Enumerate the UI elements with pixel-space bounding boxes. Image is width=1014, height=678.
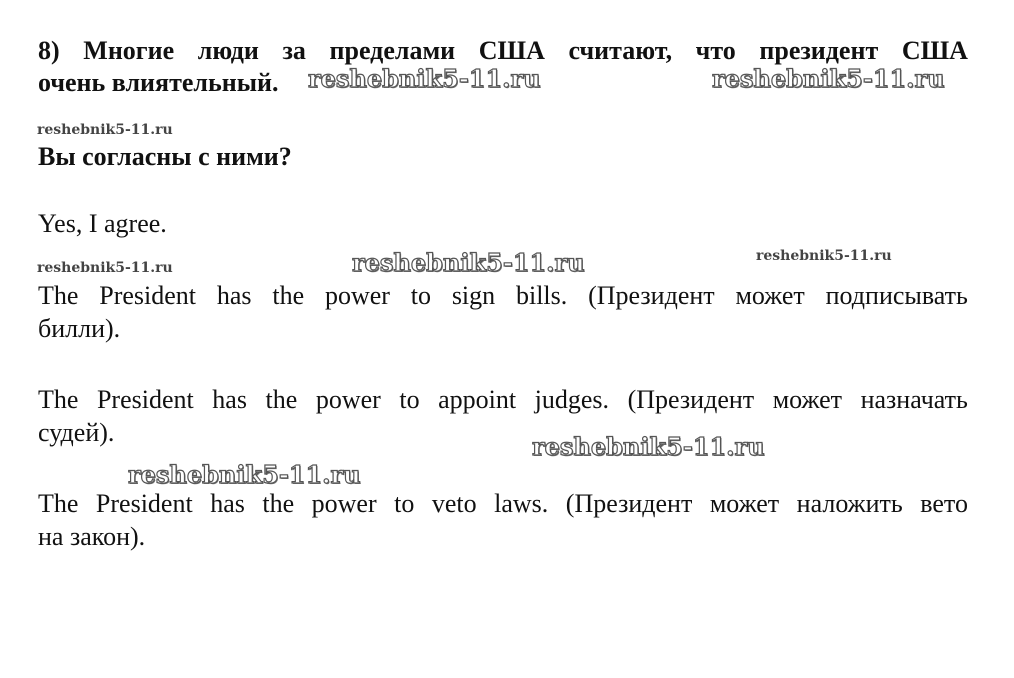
watermark: reshebnik5-11.ru bbox=[352, 248, 585, 277]
word: США bbox=[478, 36, 545, 65]
word: США bbox=[901, 36, 968, 65]
word: appoint bbox=[438, 385, 517, 414]
word: (Президент bbox=[565, 489, 693, 518]
question-line-2: очень влиятельный. bbox=[38, 68, 279, 97]
word: has bbox=[210, 489, 245, 518]
word: подписывать bbox=[825, 281, 968, 310]
word: президент bbox=[759, 36, 879, 65]
word: пределами bbox=[329, 36, 456, 65]
word: power bbox=[324, 281, 390, 310]
word: the bbox=[265, 385, 298, 414]
word: to bbox=[394, 489, 415, 518]
answer-appoint-judges-line-1 bbox=[38, 385, 968, 415]
watermark: reshebnik5-11.ru bbox=[756, 248, 892, 264]
word: за bbox=[282, 36, 306, 65]
word: может bbox=[709, 489, 780, 518]
word: Многие bbox=[83, 36, 175, 65]
word: laws. bbox=[494, 489, 549, 518]
word: вето bbox=[920, 489, 968, 518]
word: the bbox=[272, 281, 305, 310]
word: The bbox=[38, 281, 79, 310]
word: bills. bbox=[515, 281, 568, 310]
answer-appoint-judges-line-2: судей). bbox=[38, 418, 115, 447]
word: power bbox=[311, 489, 377, 518]
watermark: reshebnik5-11.ru bbox=[128, 460, 361, 489]
answer-veto-laws-line-2: на закон). bbox=[38, 522, 146, 551]
word: President bbox=[96, 385, 194, 414]
word: judges. bbox=[534, 385, 610, 414]
word: люди bbox=[197, 36, 259, 65]
word: что bbox=[695, 36, 736, 65]
word: The bbox=[38, 385, 79, 414]
word: power bbox=[315, 385, 381, 414]
word: sign bbox=[451, 281, 496, 310]
word: has bbox=[212, 385, 247, 414]
watermark: reshebnik5-11.ru bbox=[712, 64, 945, 93]
word: 8) bbox=[38, 36, 60, 65]
word: veto bbox=[431, 489, 477, 518]
word: President bbox=[95, 489, 193, 518]
word: (Президент bbox=[627, 385, 755, 414]
word: The bbox=[38, 489, 79, 518]
watermark: reshebnik5-11.ru bbox=[308, 64, 541, 93]
word: to bbox=[410, 281, 431, 310]
word: (Президент bbox=[588, 281, 715, 310]
word: может bbox=[735, 281, 805, 310]
word: считают, bbox=[568, 36, 673, 65]
answer-sign-bills-line-2: билли). bbox=[38, 314, 121, 343]
answer-veto-laws-line-1 bbox=[38, 489, 968, 519]
watermark: reshebnik5-11.ru bbox=[37, 122, 173, 138]
word: наложить bbox=[796, 489, 903, 518]
answer-agree: Yes, I agree. bbox=[38, 209, 167, 238]
watermark: reshebnik5-11.ru bbox=[37, 260, 173, 276]
question-line-1 bbox=[38, 36, 968, 66]
watermark: reshebnik5-11.ru bbox=[532, 432, 765, 461]
word: the bbox=[262, 489, 295, 518]
word: может bbox=[772, 385, 843, 414]
answer-sign-bills-line-1 bbox=[38, 281, 968, 311]
word: has bbox=[216, 281, 252, 310]
word: to bbox=[399, 385, 420, 414]
word: President bbox=[99, 281, 197, 310]
question-line-3: Вы согласны с ними? bbox=[38, 142, 292, 171]
word: назначать bbox=[860, 385, 968, 414]
